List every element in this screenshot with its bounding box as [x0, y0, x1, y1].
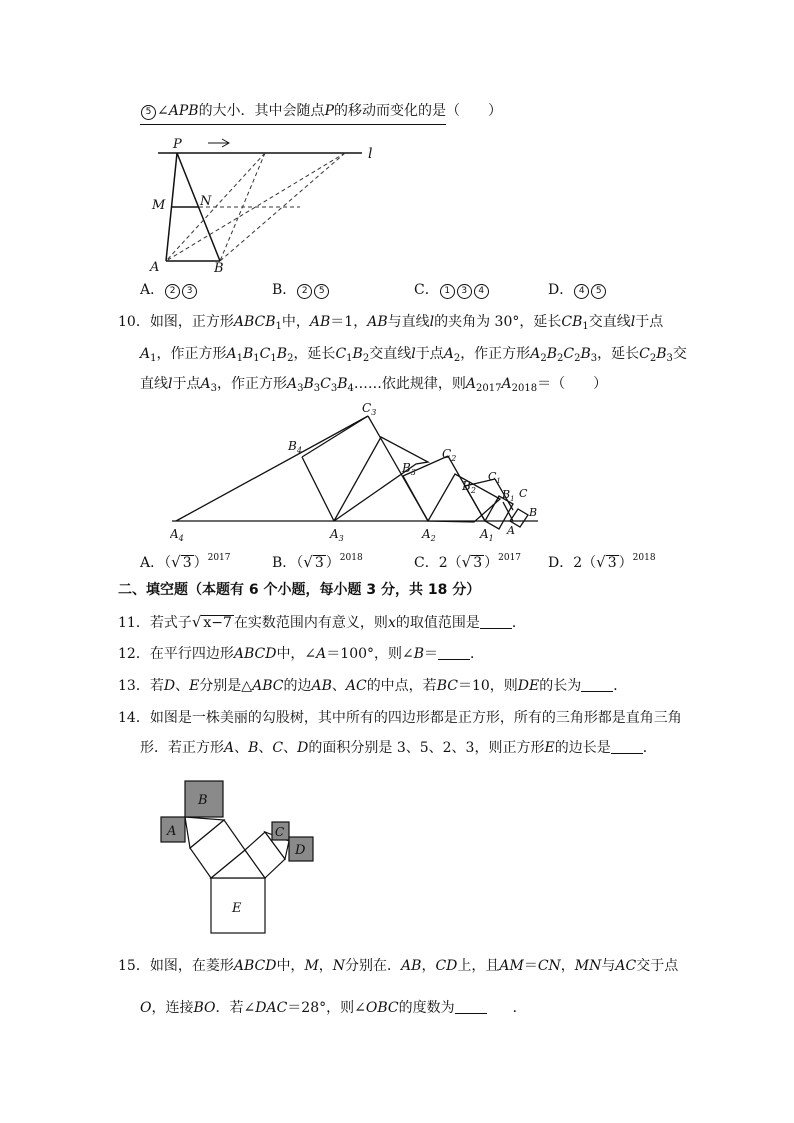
label-c1: $C_1$: [488, 470, 501, 485]
q13-line: 13．若D、E分别是△ABC的边AB、AC的中点，若BC＝10，则DE的长为 ．: [118, 678, 628, 694]
label-l: l: [368, 146, 373, 162]
label-b: B: [529, 506, 538, 519]
square-a3b3c3b4-partial: [334, 437, 428, 521]
q9-option-c[interactable]: C． 1 3 4: [414, 280, 490, 300]
label-b: B: [214, 261, 224, 275]
label-b1: $B_1$: [502, 488, 515, 503]
label-e: E: [232, 901, 242, 916]
label-c2: $C_2$: [442, 447, 457, 463]
label-b4: $B_4$: [288, 439, 302, 455]
section-title: 二、填空题（本题有 6 个小题，每小题 3 分，共 18 分）: [118, 582, 481, 598]
q9-option-d[interactable]: D． 4 5: [548, 280, 607, 300]
label-c3: $C_3$: [362, 401, 377, 417]
q10-line-3: 直线l于点$A_3$，作正方形$A_3B_3C_3B_4\dots\dots$依此规律，则$A_{2017}A_{2018}=$（ ）: [140, 376, 608, 394]
answer-blank[interactable]: [581, 678, 613, 692]
q14-line-2: 形．若正方形A、B、C、D的面积分别是 3、5、2、3，则正方形E的边长是 ．: [140, 740, 657, 756]
q15-line-1: 15．如图，在菱形ABCD中，M，N分别在．AB，CD上，且AM＝CN，MN与AC交于点: [118, 958, 679, 974]
label-b: B: [198, 793, 208, 808]
q10-option-c[interactable]: C．2（√ 3 ）$^{2017}$: [414, 553, 522, 571]
circled-number: 5: [141, 105, 156, 120]
label-p: P: [173, 137, 182, 152]
q15-line-2: O，连接BO．若∠DAC＝28°，则∠OBC的度数为 ．: [140, 1000, 527, 1016]
answer-blank[interactable]: [455, 1000, 487, 1014]
q10-figure: [170, 400, 550, 545]
q9-underline-divider: [140, 124, 446, 125]
q11-line: 11．若式子√ x−7 在实数范围内有意义，则x的取值范围是 ．: [118, 613, 526, 631]
ray-a4-c3: [176, 416, 368, 521]
q10-option-d[interactable]: D．2（√ 3 ）$^{2018}$: [548, 553, 656, 571]
q9-option-a[interactable]: A． 2 3: [140, 280, 198, 300]
label-c: C: [275, 825, 285, 839]
q12-line: 12．在平行四边形ABCD中，∠A＝100°，则∠B＝ ．: [118, 646, 485, 662]
label-c: C: [519, 487, 528, 500]
label-a: A: [150, 260, 160, 275]
label-a3: $A_3$: [330, 527, 344, 543]
q9-figure: [140, 130, 390, 275]
q9-stem-line: 5 ∠APB的大小．其中会随点P的移动而变化的是（ ）: [140, 101, 502, 121]
answer-blank[interactable]: [611, 740, 643, 754]
q10-option-b[interactable]: B．（√ 3 ）$^{2018}$: [272, 553, 363, 571]
answer-blank[interactable]: [438, 646, 470, 660]
q14-line-1: 14．如图是一株美丽的勾股树，其中所有的四边形都是正方形，所有的三角形都是直角三角: [118, 710, 682, 726]
q10-line-2: $A_1$，作正方形$A_1B_1C_1B_2$，延长$C_1B_2$交直线l于点$A_2$，作正方形$A_2B_2C_2B_3$，延长$C_2B_3$交: [140, 346, 687, 364]
label-a: A: [167, 824, 177, 839]
q14-figure: [155, 775, 325, 940]
answer-blank[interactable]: [480, 615, 512, 629]
label-a: A: [507, 524, 515, 537]
label-b2: $B_2$: [462, 479, 476, 495]
label-n: N: [200, 194, 212, 209]
label-b3: $B_3$: [402, 461, 416, 477]
q9-option-b[interactable]: B． 2 5: [272, 280, 330, 300]
label-a2: $A_2$: [422, 527, 436, 543]
label-m: M: [152, 198, 166, 213]
q10-line-1: 10．如图，正方形$ABCB_1$中，AB＝1，AB与直线l的夹角为 30°，延长$CB_1$交直线l于点: [118, 314, 664, 332]
label-a4: $A_4$: [170, 527, 184, 543]
q10-option-a[interactable]: A．（√ 3 ）$^{2017}$: [140, 553, 231, 571]
label-d: D: [295, 843, 306, 858]
label-a1: $A_1$: [480, 527, 494, 543]
